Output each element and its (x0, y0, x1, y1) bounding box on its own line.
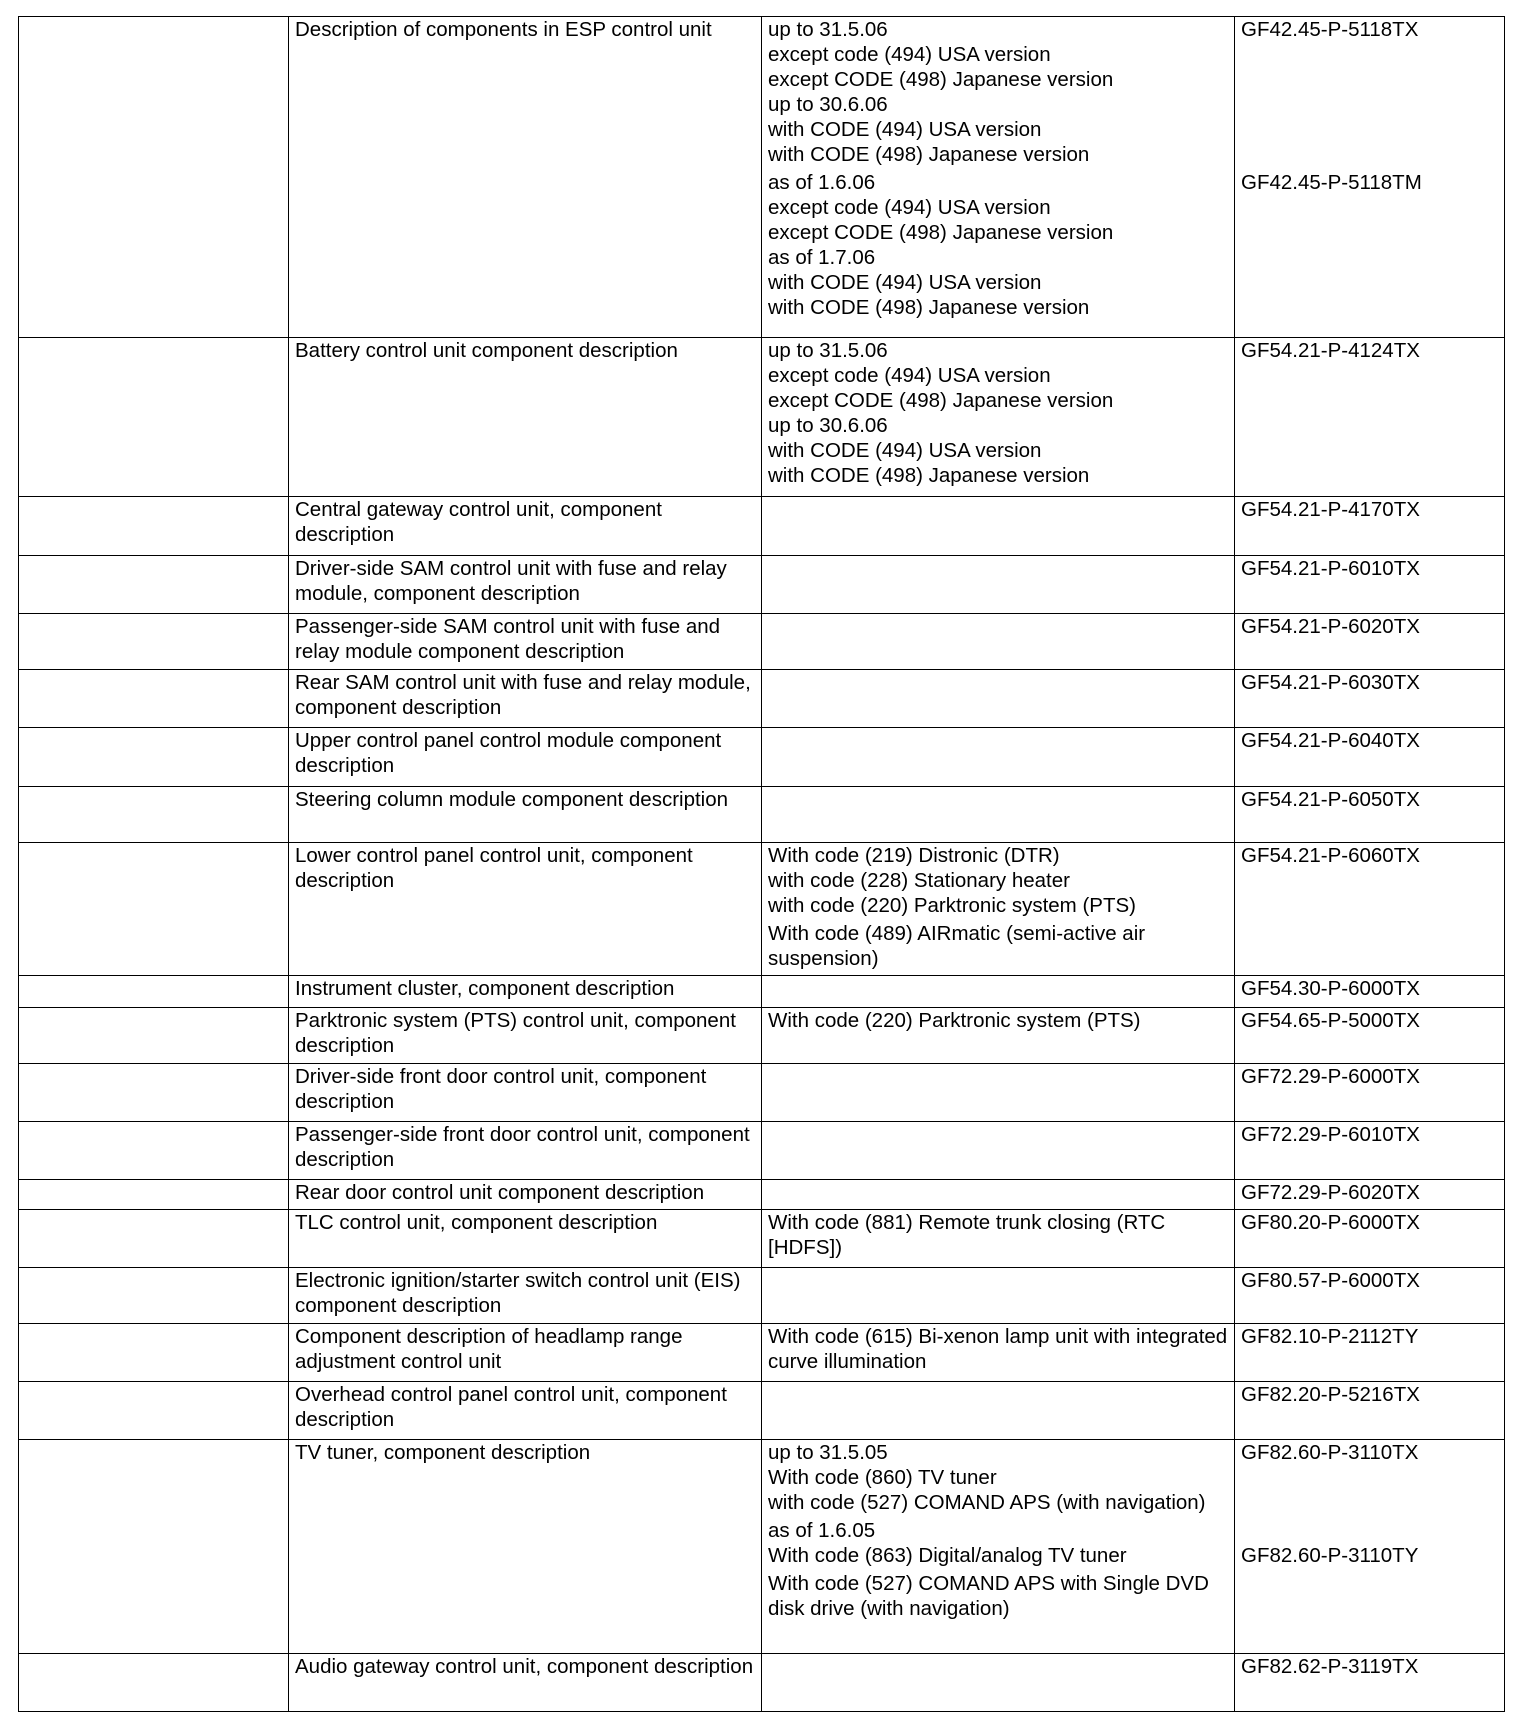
document-number: GF54.21-P-6020TX (1241, 615, 1420, 638)
document-number: GF82.10-P-2112TY (1241, 1325, 1419, 1348)
component-text: TV tuner, component description (295, 1441, 591, 1464)
component-text: Description of components in ESP control unit (295, 18, 712, 41)
component-text: Passenger-side SAM control unit with fuse and relay module component description (295, 615, 721, 663)
conditions-cell (762, 1268, 1235, 1324)
component-text: Upper control panel control module component description (295, 729, 722, 777)
condition-line: With code (615) Bi-xenon lamp unit with integrated curve illumination (768, 1325, 1228, 1373)
component-cell (289, 976, 762, 1008)
condition-line: With code (860) TV tuner (768, 1466, 997, 1489)
condition-line: with CODE (498) Japanese version (768, 464, 1090, 487)
document-number-cell (1235, 1210, 1505, 1268)
component-text: Audio gateway control unit, component description (295, 1655, 754, 1678)
component-text: Passenger-side front door control unit, component description (295, 1123, 750, 1171)
component-text: Battery control unit component description (295, 339, 678, 362)
conditions-cell (762, 1440, 1235, 1654)
component-text: TLC control unit, component description (295, 1211, 658, 1234)
condition-line: up to 31.5.05 (768, 1441, 888, 1464)
document-number-cell (1235, 338, 1505, 497)
blank-cell (19, 670, 289, 728)
component-cell (289, 614, 762, 670)
condition-line: with CODE (494) USA version (768, 118, 1042, 141)
conditions-cell (762, 1064, 1235, 1122)
document-number-cell (1235, 497, 1505, 556)
blank-cell (19, 1440, 289, 1654)
conditions-cell (762, 843, 1235, 976)
document-number-cell (1235, 17, 1505, 338)
document-number-cell (1235, 1324, 1505, 1382)
document-number: GF54.21-P-6050TX (1241, 788, 1420, 811)
blank-cell (19, 1654, 289, 1712)
condition-line: With code (863) Digital/analog TV tuner (768, 1544, 1127, 1567)
table-row (19, 670, 1505, 728)
document-number: GF42.45-P-5118TX (1241, 18, 1419, 41)
conditions-cell (762, 17, 1235, 338)
component-cell (289, 1268, 762, 1324)
conditions-cell (762, 338, 1235, 497)
component-text: Rear SAM control unit with fuse and relay module, component description (295, 671, 751, 719)
document-number: GF72.29-P-6000TX (1241, 1065, 1420, 1088)
component-cell (289, 1008, 762, 1064)
table-row (19, 1440, 1505, 1654)
table-row (19, 787, 1505, 843)
component-cell (289, 843, 762, 976)
table-row (19, 1324, 1505, 1382)
blank-cell (19, 614, 289, 670)
document-number: GF82.62-P-3119TX (1241, 1655, 1419, 1678)
document-number-cell (1235, 1654, 1505, 1712)
document-number-cell (1235, 787, 1505, 843)
blank-cell (19, 497, 289, 556)
component-text: Instrument cluster, component description (295, 977, 675, 1000)
blank-cell (19, 1324, 289, 1382)
blank-cell (19, 17, 289, 338)
table-row (19, 1382, 1505, 1440)
condition-line: except code (494) USA version (768, 196, 1051, 219)
document-number: GF54.21-P-6060TX (1241, 844, 1420, 867)
component-text: Driver-side SAM control unit with fuse and relay module, component description (295, 557, 727, 605)
document-number: GF54.30-P-6000TX (1241, 977, 1420, 1000)
condition-line: up to 31.5.06 (768, 339, 888, 362)
document-number: GF72.29-P-6010TX (1241, 1123, 1420, 1146)
component-cell (289, 556, 762, 614)
blank-cell (19, 1210, 289, 1268)
condition-line: With code (489) AIRmatic (semi-active air suspension) (768, 922, 1146, 970)
conditions-cell (762, 728, 1235, 787)
document-number: GF80.20-P-6000TX (1241, 1211, 1420, 1234)
component-cell (289, 1122, 762, 1180)
conditions-cell (762, 1122, 1235, 1180)
conditions-cell (762, 497, 1235, 556)
condition-line: with CODE (494) USA version (768, 271, 1042, 294)
document-number-cell (1235, 728, 1505, 787)
component-text: Steering column module component description (295, 788, 729, 811)
conditions-cell (762, 556, 1235, 614)
table-row (19, 497, 1505, 556)
table-row (19, 338, 1505, 497)
document-number: GF72.29-P-6020TX (1241, 1181, 1420, 1204)
condition-line: except CODE (498) Japanese version (768, 68, 1114, 91)
component-cell (289, 497, 762, 556)
document-number: GF54.21-P-6030TX (1241, 671, 1420, 694)
document-number: GF54.21-P-6040TX (1241, 729, 1420, 752)
table-row (19, 17, 1505, 338)
condition-line: as of 1.6.06 (768, 171, 876, 194)
condition-line: as of 1.7.06 (768, 246, 876, 269)
blank-cell (19, 976, 289, 1008)
component-cell (289, 1210, 762, 1268)
table-row (19, 728, 1505, 787)
document-number-cell (1235, 1064, 1505, 1122)
condition-line: With code (220) Parktronic system (PTS) (768, 1009, 1141, 1032)
condition-line: up to 31.5.06 (768, 18, 888, 41)
document-number-cell (1235, 670, 1505, 728)
table-row (19, 1122, 1505, 1180)
document-number-cell (1235, 1008, 1505, 1064)
component-cell (289, 728, 762, 787)
component-text: Parktronic system (PTS) control unit, component description (295, 1009, 736, 1057)
document-number: GF82.60-P-3110TX (1241, 1441, 1419, 1464)
component-cell (289, 670, 762, 728)
document-number: GF80.57-P-6000TX (1241, 1269, 1420, 1292)
component-text: Overhead control panel control unit, component description (295, 1383, 727, 1431)
document-number: GF54.65-P-5000TX (1241, 1009, 1420, 1032)
blank-cell (19, 338, 289, 497)
component-cell (289, 1180, 762, 1210)
table-row (19, 1008, 1505, 1064)
document-number-cell (1235, 1122, 1505, 1180)
table-row (19, 614, 1505, 670)
document-number-cell (1235, 843, 1505, 976)
conditions-cell (762, 1382, 1235, 1440)
condition-line: as of 1.6.05 (768, 1519, 876, 1542)
document-number-cell (1235, 614, 1505, 670)
component-text: Central gateway control unit, component description (295, 498, 662, 546)
condition-line: With code (881) Remote trunk closing (RTC [HDFS]) (768, 1211, 1166, 1259)
condition-line: except code (494) USA version (768, 43, 1051, 66)
document-number: GF42.45-P-5118TM (1241, 171, 1422, 194)
component-cell (289, 787, 762, 843)
table-row (19, 1654, 1505, 1712)
table-row (19, 1064, 1505, 1122)
condition-line: except code (494) USA version (768, 364, 1051, 387)
blank-cell (19, 1008, 289, 1064)
document-number-cell (1235, 1382, 1505, 1440)
conditions-cell (762, 1180, 1235, 1210)
component-text: Lower control panel control unit, component description (295, 844, 693, 892)
condition-line: with CODE (494) USA version (768, 439, 1042, 462)
blank-cell (19, 728, 289, 787)
blank-cell (19, 1180, 289, 1210)
condition-line: With code (219) Distronic (DTR) (768, 844, 1060, 867)
component-text: Driver-side front door control unit, component description (295, 1065, 707, 1113)
condition-line: up to 30.6.06 (768, 414, 888, 437)
component-cell (289, 1654, 762, 1712)
document-number-cell (1235, 556, 1505, 614)
document-number: GF82.20-P-5216TX (1241, 1383, 1420, 1406)
condition-line: with CODE (498) Japanese version (768, 143, 1090, 166)
component-text: Component description of headlamp range adjustment control unit (295, 1325, 683, 1373)
component-cell (289, 1440, 762, 1654)
condition-line: With code (527) COMAND APS with Single DVD disk drive (with navigation) (768, 1572, 1209, 1620)
condition-line: with code (220) Parktronic system (PTS) (768, 894, 1136, 917)
table-row (19, 1180, 1505, 1210)
document-number: GF82.60-P-3110TY (1241, 1544, 1419, 1567)
conditions-cell (762, 670, 1235, 728)
component-cell (289, 1382, 762, 1440)
condition-line: except CODE (498) Japanese version (768, 221, 1114, 244)
conditions-cell (762, 976, 1235, 1008)
blank-cell (19, 1382, 289, 1440)
document-number-cell (1235, 1180, 1505, 1210)
condition-line: except CODE (498) Japanese version (768, 389, 1114, 412)
condition-line: up to 30.6.06 (768, 93, 888, 116)
table-row (19, 556, 1505, 614)
component-cell (289, 338, 762, 497)
conditions-cell (762, 1210, 1235, 1268)
document-number-cell (1235, 1440, 1505, 1654)
conditions-cell (762, 614, 1235, 670)
conditions-cell (762, 1324, 1235, 1382)
table-row (19, 1268, 1505, 1324)
component-cell (289, 17, 762, 338)
blank-cell (19, 787, 289, 843)
document-number-cell (1235, 1268, 1505, 1324)
condition-line: with code (228) Stationary heater (768, 869, 1070, 892)
conditions-cell (762, 1008, 1235, 1064)
table-row (19, 976, 1505, 1008)
component-cell (289, 1324, 762, 1382)
blank-cell (19, 843, 289, 976)
conditions-cell (762, 1654, 1235, 1712)
conditions-cell (762, 787, 1235, 843)
condition-line: with CODE (498) Japanese version (768, 296, 1090, 319)
component-description-table (18, 16, 1505, 1712)
component-cell (289, 1064, 762, 1122)
document-number-cell (1235, 976, 1505, 1008)
blank-cell (19, 1268, 289, 1324)
blank-cell (19, 1122, 289, 1180)
document-number: GF54.21-P-4124TX (1241, 339, 1420, 362)
component-text: Rear door control unit component description (295, 1181, 705, 1204)
condition-line: with code (527) COMAND APS (with navigation) (768, 1491, 1206, 1514)
table-row (19, 1210, 1505, 1268)
blank-cell (19, 1064, 289, 1122)
component-text: Electronic ignition/starter switch control unit (EIS) component description (295, 1269, 741, 1317)
table-row (19, 843, 1505, 976)
document-number: GF54.21-P-4170TX (1241, 498, 1420, 521)
blank-cell (19, 556, 289, 614)
document-number: GF54.21-P-6010TX (1241, 557, 1420, 580)
